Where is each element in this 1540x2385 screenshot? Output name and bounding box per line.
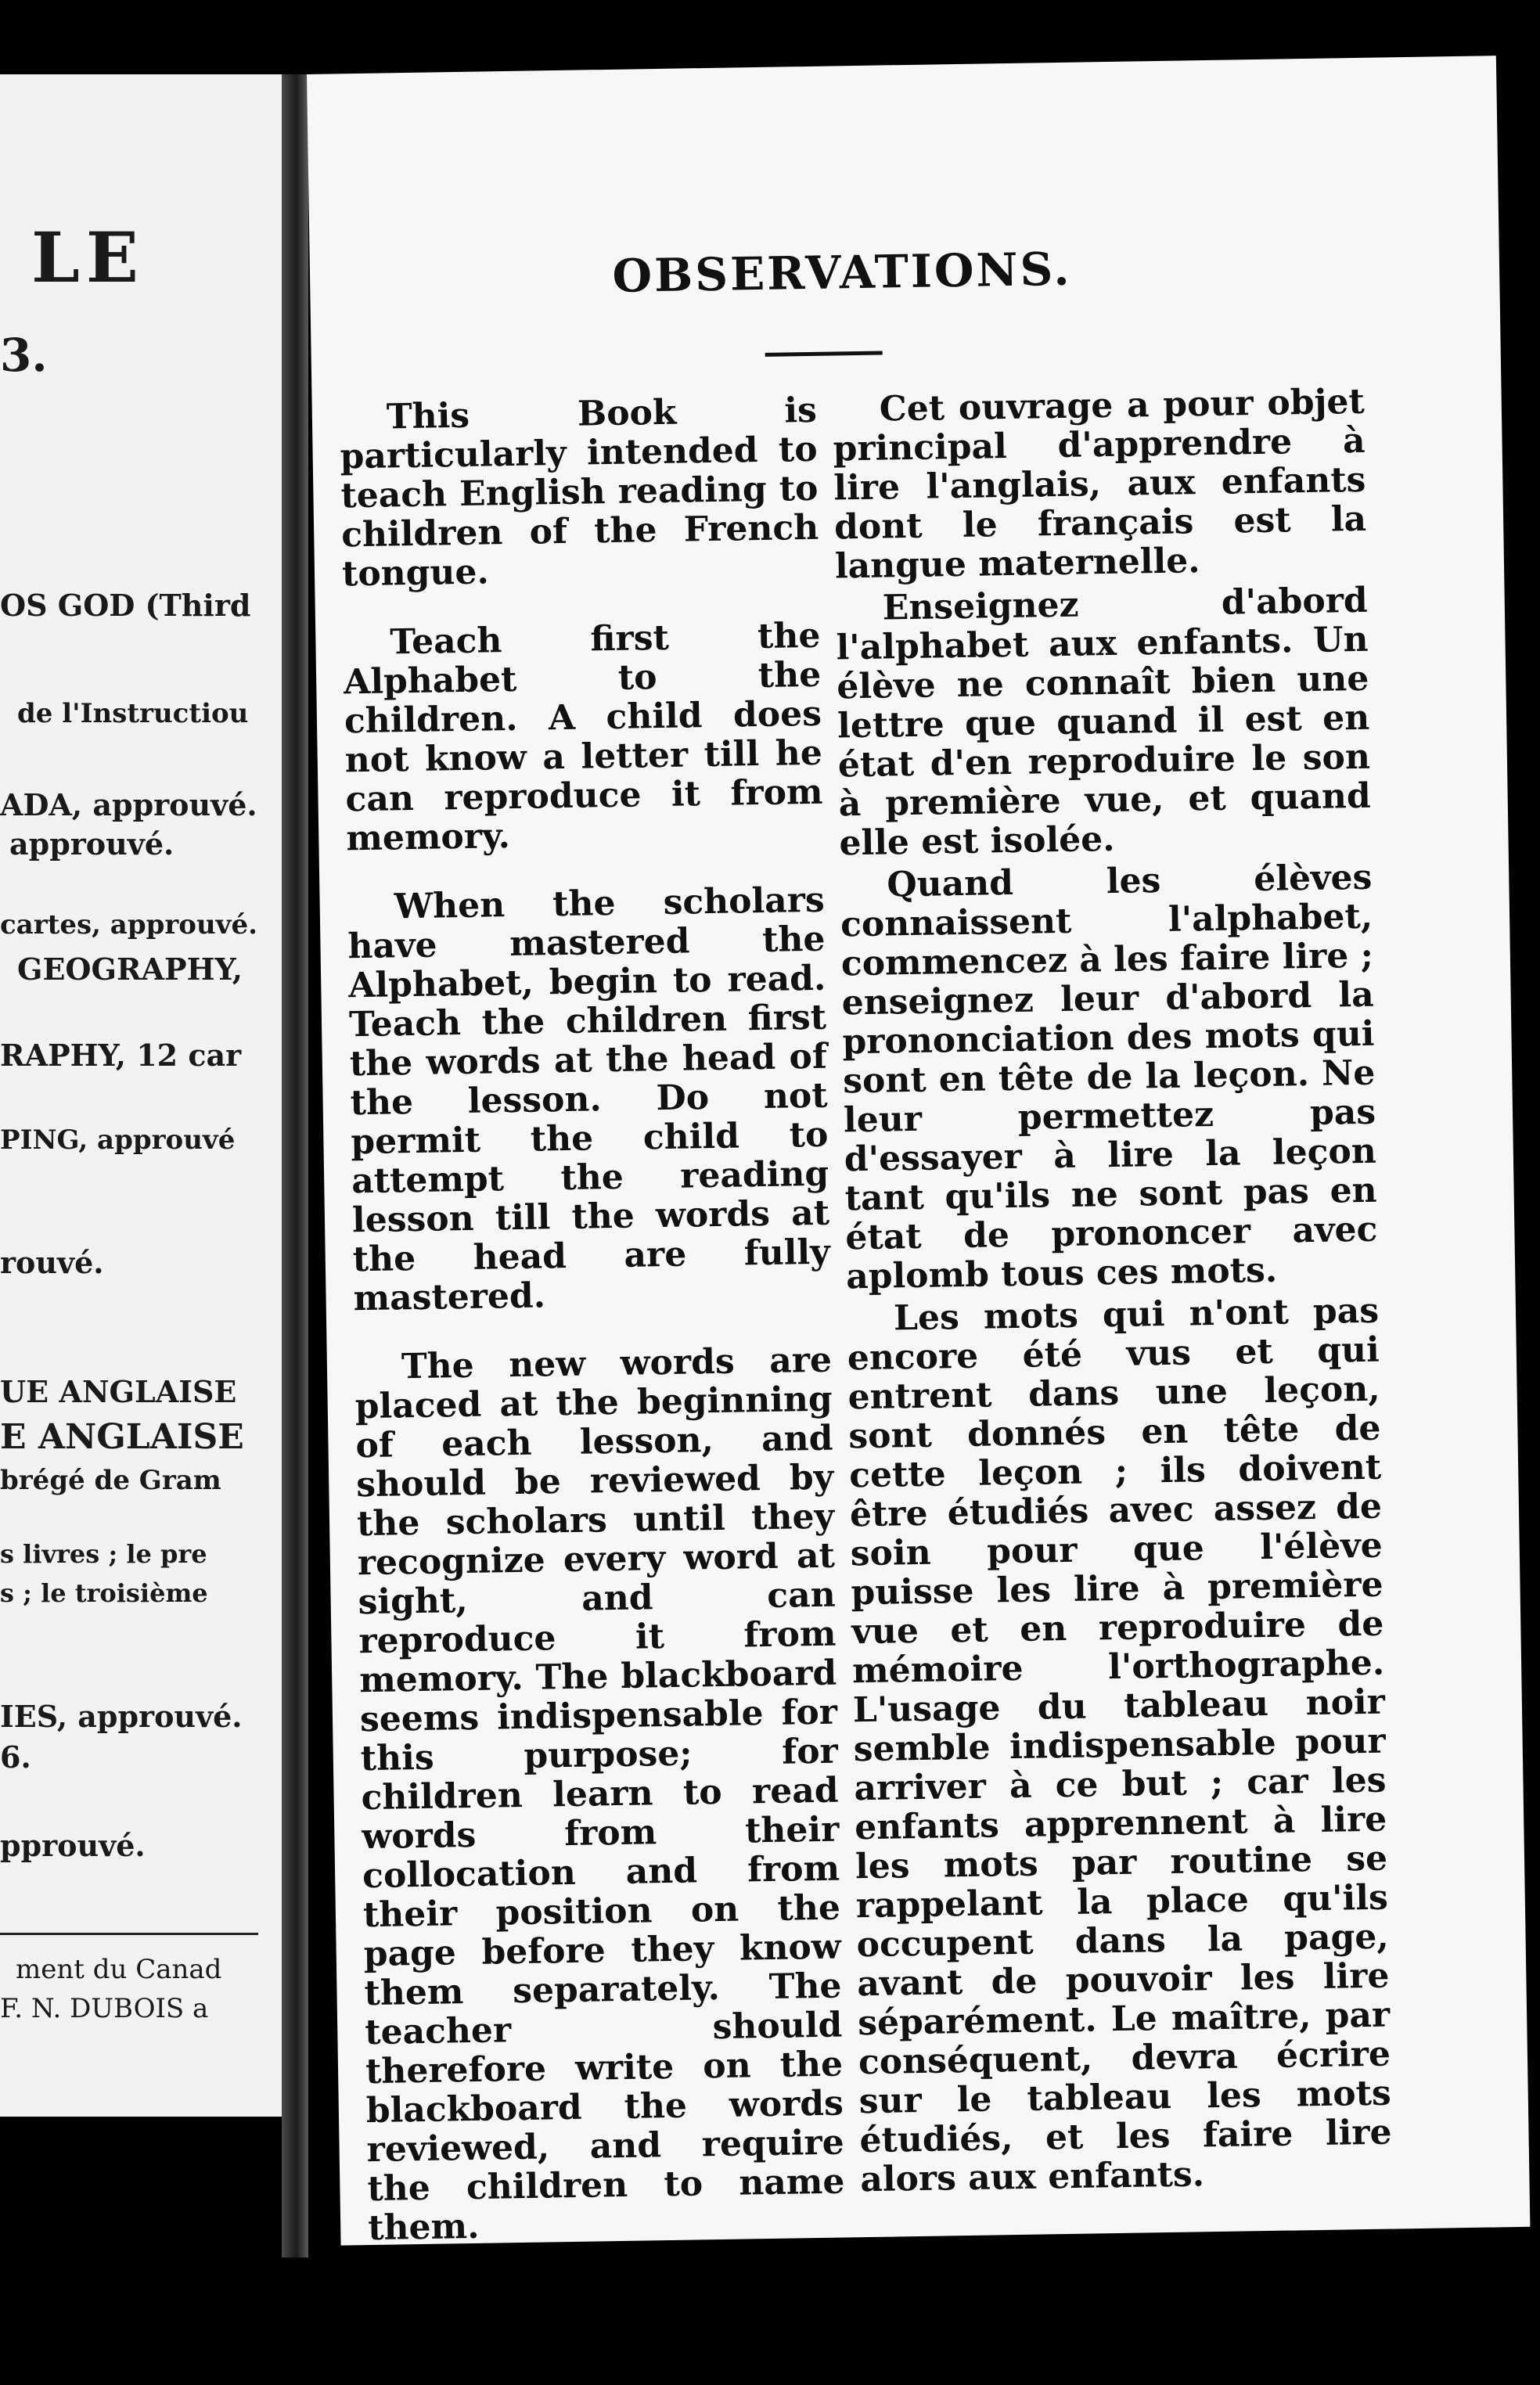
left-fragment: rouvé. [0,1245,104,1280]
english-paragraph: This Book is particularly intended to teach English reading to children of the French tongue. [340,390,819,595]
french-column [832,383,1392,2203]
left-fragment: cartes, approuvé. [0,909,257,941]
left-fragment: PING, approuvé [0,1124,236,1156]
left-fragment: RAPHY, 12 car [0,1038,242,1073]
left-fragment: s ; le troisième [0,1578,208,1608]
left-fragment: ADA, approuvé. [0,787,257,822]
left-fragment: s livres ; le pre [0,1539,207,1569]
page-title: OBSERVATIONS. [612,242,1073,303]
left-fragment: de l'Instructiou [17,698,249,729]
left-fragment: F. N. DUBOIS a [0,1993,209,2024]
left-fragment: E ANGLAISE [0,1417,244,1457]
english-paragraph: When the scholars have mastered the Alphabet, begin to read. Teach the children first the words at the head of the lesson. Do not permit the child to attempt the reading lesson till the words at the head are fully mastered. [347,880,831,1319]
left-fragment: brégé de Gram [0,1465,221,1496]
book-spine [282,74,308,2257]
left-fragment: IES, approuvé. [0,1699,243,1734]
left-fragment: GEOGRAPHY, [17,951,243,987]
left-fragment: ment du Canad [16,1954,222,1985]
french-paragraph: Enseignez d'abord l'alphabet aux enfants. Un élève ne connaît bien une lettre que quand il est en état d'en reproduire le son à première vue, et quand elle est isolée. [836,580,1372,864]
french-paragraph: Les mots qui n'ont pas encore été vus et qui entrent dans une leçon, sont donnés en tête de cette leçon ; ils doivent être étudiés avec assez de soin pour que l'élève puisse les lire à première vue et en reproduire de mémoire l'orthographe. L'usage du tableau noir semble indispensable pour arriver à ce but ; car les enfants apprennent à lire les mots par routine se rappelant la place qu'ils occupent dans la page, avant de pouvoir les lire séparément. Le maître, par conséquent, devra écrire sur le tableau les mots étudiés, et les faire lire alors aux enfants. [847,1290,1392,2200]
french-paragraph: Cet ouvrage a pour objet principal d'apprendre à lire l'anglais, aux enfants dont le français est la langue maternelle. [833,381,1367,587]
left-fragment: 3. [0,329,48,382]
left-fragment: UE ANGLAISE [0,1374,237,1409]
right-page [307,56,1530,2249]
left-fragment: pprouvé. [0,1828,146,1863]
left-divider [0,1933,258,1935]
english-column [340,391,847,2278]
left-fragment-title: LE [31,217,145,298]
english-paragraph: The new words are placed at the beginning of each lesson, and should be reviewed by the scholars until they recognize every word at sight, and can reproduce it from memory. The blackboard seems indispensable for this purpose; for children learn to read words from their collocation and from their position on the page before they know them separately. The teacher should therefore write on the blackboard the words reviewed, and require the children to name them. [354,1340,845,2249]
left-fragment: 6. [0,1739,31,1775]
english-paragraph: Teach first the Alphabet to the children. A child does not know a letter till he can reproduce it from memory. [343,615,823,859]
left-fragment: OS GOD (Third [0,588,251,623]
left-fragment: approuvé. [9,826,175,862]
french-paragraph: Quand les élèves connaissent l'alphabet, commencez à les faire lire ; enseignez leur d'abord la prononciation des mots qui sont en tête de la leçon. Ne leur permettez pas d'essayer à lire la leçon tant qu'ils ne sont pas en état de prononcer avec aplomb tous ces mots. [840,857,1378,1297]
left-page [0,74,288,2117]
title-rule [765,351,883,356]
